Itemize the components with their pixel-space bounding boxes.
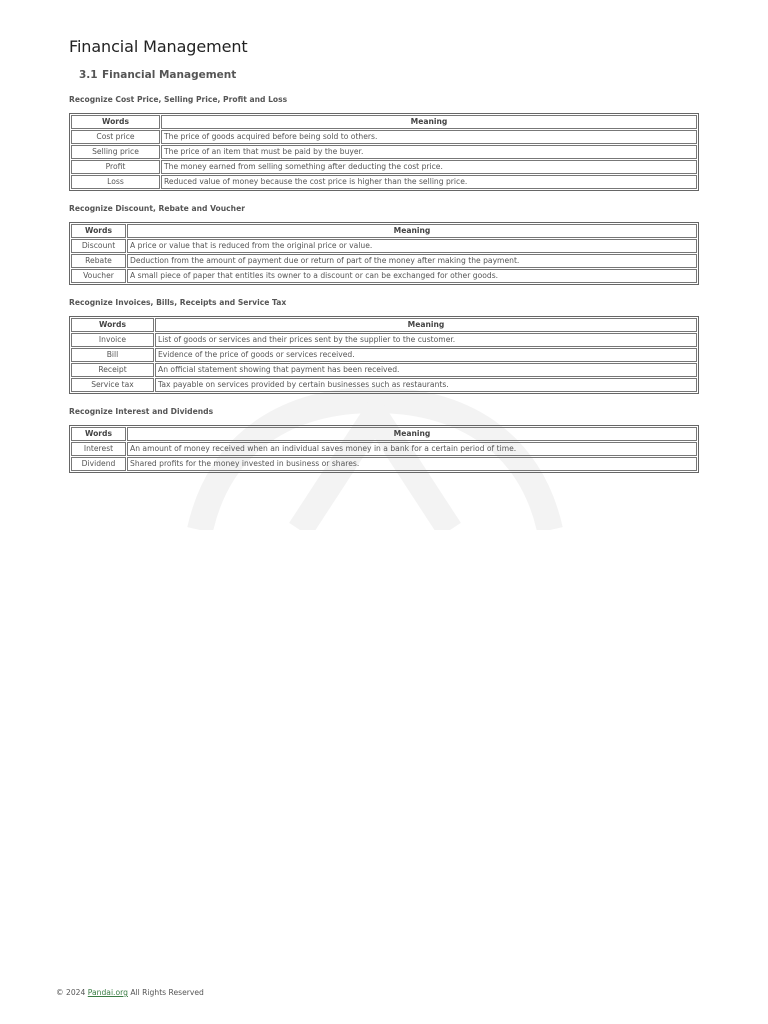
word-cell: Bill [71,348,154,362]
vocabulary-table [69,425,699,473]
column-header-words: Words [71,115,160,129]
word-cell: Rebate [71,254,126,268]
table-row [71,269,697,283]
meaning-cell: The money earned from selling something after deducting the cost price. [161,160,697,174]
word-cell: Service tax [71,378,154,392]
word-cell: Receipt [71,363,154,377]
meaning-cell: A small piece of paper that entitles its owner to a discount or can be exchanged for other goods. [127,269,697,283]
copyright-text: © 2024 [56,988,86,997]
word-cell: Selling price [71,145,160,159]
meaning-cell: Evidence of the price of goods or services received. [155,348,697,362]
section-number: 3.1 [79,69,98,81]
meaning-cell: The price of goods acquired before being sold to others. [161,130,697,144]
section-heading [79,69,699,81]
table-row [71,239,697,253]
table-row [71,145,697,159]
table-row [71,254,697,268]
table-heading: Recognize Interest and Dividends [69,407,214,416]
page-title: Financial Management [69,37,248,56]
word-cell: Voucher [71,269,126,283]
table-header-row [71,115,697,129]
meaning-cell: The price of an item that must be paid by the buyer. [161,145,697,159]
meaning-cell: An amount of money received when an individual saves money in a bank for a certain period of time. [127,442,697,456]
column-header-meaning: Meaning [161,115,697,129]
vocabulary-table [69,316,699,394]
column-header-words: Words [71,427,126,441]
word-cell: Interest [71,442,126,456]
table-row [71,160,697,174]
word-cell: Loss [71,175,160,189]
table-row [71,333,697,347]
table-row [71,442,697,456]
meaning-cell: Deduction from the amount of payment due or return of part of the money after making the payment. [127,254,697,268]
meaning-cell: An official statement showing that payment has been received. [155,363,697,377]
section-title: Financial Management [102,69,237,81]
vocabulary-table [69,113,699,191]
document-page [0,0,768,473]
meaning-cell: Reduced value of money because the cost price is higher than the selling price. [161,175,697,189]
pandai-link[interactable]: Pandai.org [87,988,128,997]
column-header-words: Words [71,318,154,332]
table-row [71,378,697,392]
rights-text: All Rights Reserved [130,988,204,997]
column-header-words: Words [71,224,126,238]
table-header-row [71,318,697,332]
word-cell: Discount [71,239,126,253]
table-heading: Recognize Discount, Rebate and Voucher [69,204,245,213]
word-cell: Cost price [71,130,160,144]
column-header-meaning: Meaning [155,318,697,332]
table-row [71,175,697,189]
meaning-cell: A price or value that is reduced from the original price or value. [127,239,697,253]
meaning-cell: Tax payable on services provided by certain businesses such as restaurants. [155,378,697,392]
word-cell: Invoice [71,333,154,347]
table-heading: Recognize Invoices, Bills, Receipts and Service Tax [69,298,287,307]
table-row [71,363,697,377]
table-header-row [71,427,697,441]
meaning-cell: Shared profits for the money invested in business or shares. [127,457,697,471]
table-row [71,130,697,144]
column-header-meaning: Meaning [127,224,697,238]
table-row [71,457,697,471]
table-header-row [71,224,697,238]
vocabulary-table [69,222,699,285]
footer [56,988,204,997]
table-heading: Recognize Cost Price, Selling Price, Profit and Loss [69,95,288,104]
table-row [71,348,697,362]
word-cell: Dividend [71,457,126,471]
meaning-cell: List of goods or services and their prices sent by the supplier to the customer. [155,333,697,347]
column-header-meaning: Meaning [127,427,697,441]
vocabulary-tables [69,95,699,473]
word-cell: Profit [71,160,160,174]
